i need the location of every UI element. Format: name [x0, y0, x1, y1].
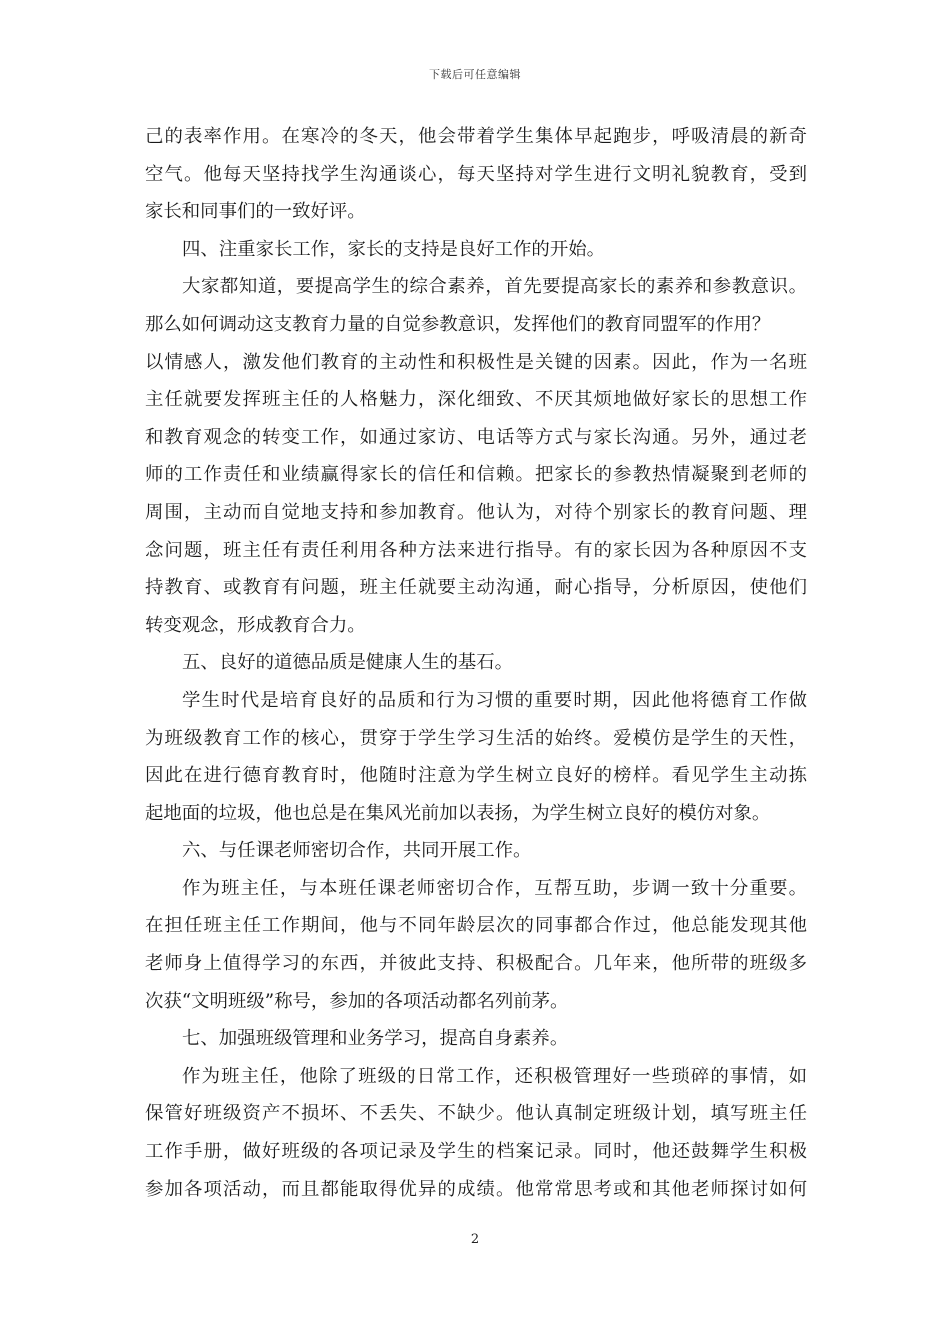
text-line: 己的表率作用。在寒冷的冬天，他会带着学生集体早起跑步，呼吸清晨的新奇	[145, 126, 807, 147]
text-line: 家长和同事们的一致好评。	[145, 201, 366, 223]
text-line: 六、与任课老师密切合作，共同开展工作。	[182, 840, 532, 862]
page-number: 2	[470, 1232, 480, 1247]
text-line: 学生时代是培育良好的品质和行为习惯的重要时期，因此他将德育工作做	[182, 689, 807, 711]
page-header: 下载后可任意编辑	[429, 68, 521, 81]
text-line: 以情感人，激发他们教育的主动性和积极性是关键的因素。因此，作为一名班	[145, 351, 807, 373]
text-line: 空气。他每天坚持找学生沟通谈心，每天坚持对学生进行文明礼貌教育，受到	[145, 163, 807, 185]
text-line: 念问题，班主任有责任利用各种方法来进行指导。有的家长因为各种原因不支	[145, 539, 807, 561]
text-line: 持教育、或教育有问题，班主任就要主动沟通，耐心指导，分析原因，使他们	[145, 577, 807, 599]
text-line: 七、加强班级管理和业务学习，提高自身素养。	[182, 1028, 569, 1050]
text-line: 和教育观念的转变工作，如通过家访、电话等方式与家长沟通。另外，通过老	[145, 426, 807, 448]
text-line: 作为班主任，他除了班级的日常工作，还积极管理好一些琐碎的事情，如	[182, 1065, 807, 1087]
text-line: 那么如何调动这支教育力量的自觉参教意识，发挥他们的教育同盟军的作用？	[145, 313, 771, 335]
document-body	[145, 118, 807, 1208]
text-line: 工作手册，做好班级的各项记录及学生的档案记录。同时，他还鼓舞学生积极	[145, 1141, 807, 1163]
text-line: 在担任班主任工作期间，他与不同年龄层次的同事都合作过，他总能发现其他	[145, 915, 807, 937]
text-line: 大家都知道，要提高学生的综合素养，首先要提高家长的素养和参教意识。	[182, 276, 807, 298]
text-line: 次获“文明班级”称号，参加的各项活动都名列前茅。	[145, 990, 569, 1012]
text-line: 因此在进行德育教育时，他随时注意为学生树立良好的榜样。看见学生主动拣	[145, 765, 807, 787]
text-line: 四、注重家长工作，家长的支持是良好工作的开始。	[182, 238, 605, 260]
text-line: 参加各项活动，而且都能取得优异的成绩。他常常思考或和其他老师探讨如何	[145, 1178, 807, 1200]
text-line: 保管好班级资产不损坏、不丢失、不缺少。他认真制定班级计划，填写班主任	[145, 1103, 807, 1125]
text-line: 周围，主动而自觉地支持和参加教育。他认为，对待个别家长的教育问题、理	[145, 501, 807, 523]
text-line: 师的工作责任和业绩赢得家长的信任和信赖。把家长的参教热情凝聚到老师的	[145, 464, 807, 486]
text-line: 老师身上值得学习的东西，并彼此支持、积极配合。几年来，他所带的班级多	[145, 953, 807, 975]
text-line: 起地面的垃圾，他也总是在集风光前加以表扬，为学生树立良好的模仿对象。	[145, 802, 771, 824]
text-line: 转变观念，形成教育合力。	[145, 614, 366, 636]
text-line: 五、良好的道德品质是健康人生的基石。	[182, 652, 514, 674]
text-line: 主任就要发挥班主任的人格魅力，深化细致、不厌其烦地做好家长的思想工作	[145, 389, 807, 411]
text-line: 作为班主任，与本班任课老师密切合作，互帮互助，步调一致十分重要。	[182, 877, 807, 899]
text-line: 为班级教育工作的核心，贯穿于学生学习生活的始终。爱模仿是学生的天性，	[145, 727, 807, 749]
